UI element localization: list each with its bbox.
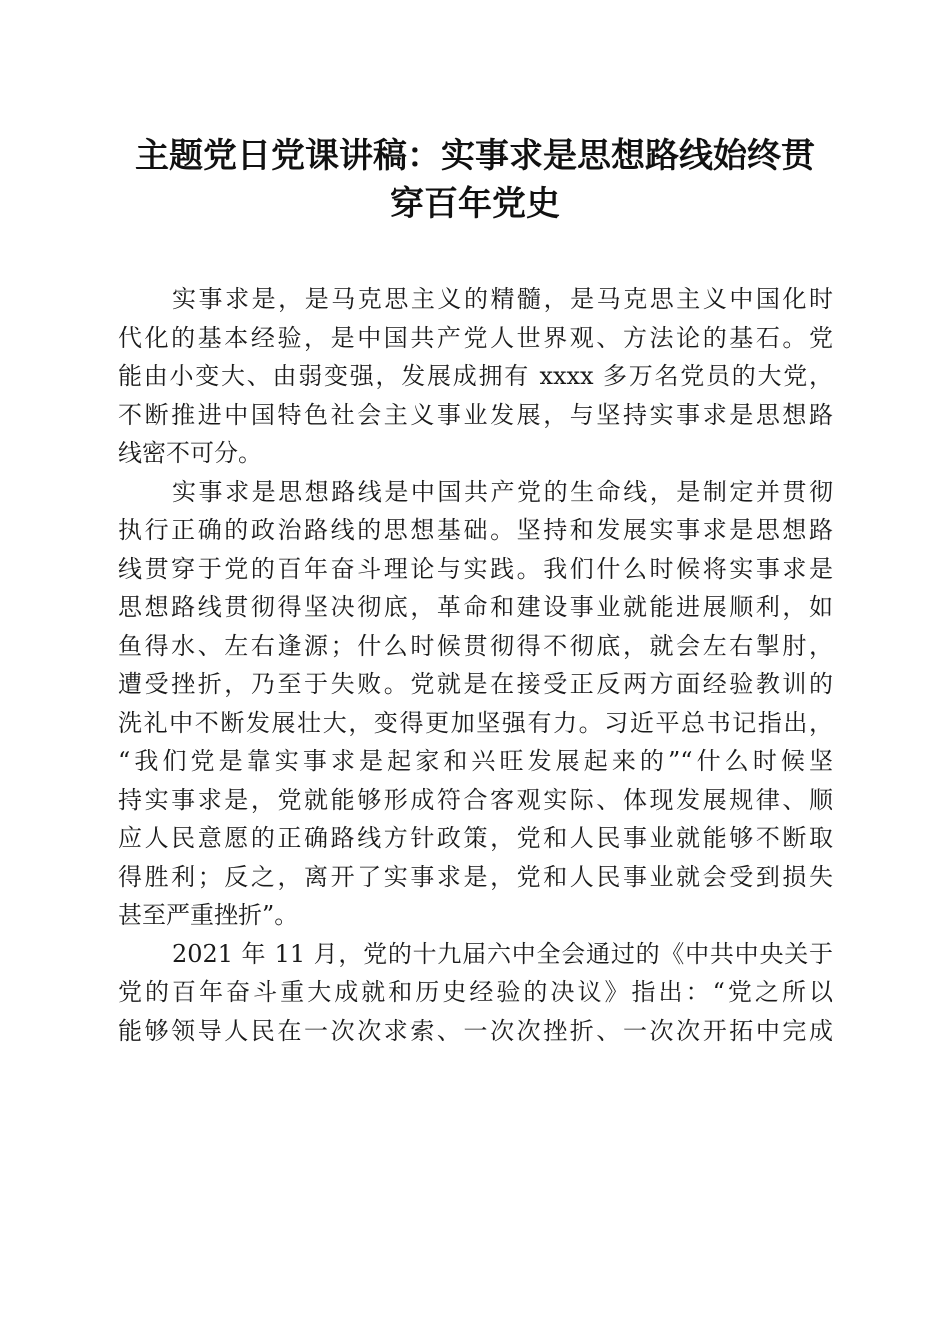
text-line: 思想路线贯彻得坚决彻底，革命和建设事业就能进展顺利，如 [118, 593, 833, 621]
text-line: 能由小变大、由弱变强，发展成拥有 xxxx 多万名党员的大党， [118, 362, 833, 390]
text-line: 鱼得水、左右逢源；什么时候贯彻得不彻底，就会左右掣肘， [118, 631, 833, 660]
text-line: 能够领导人民在一次次求索、一次次挫折、一次次开拓中完成 [118, 1016, 833, 1045]
paragraph-1 [118, 280, 833, 473]
text-line: 持实事求是，党就能够形成符合客观实际、体现发展规律、顺 [118, 785, 833, 814]
text-line: 党的百年奋斗重大成就和历史经验的决议》指出：“党之所以 [118, 978, 833, 1006]
text-line: 执行正确的政治路线的思想基础。坚持和发展实事求是思想路 [118, 516, 833, 544]
text-line: 代化的基本经验，是中国共产党人世界观、方法论的基石。党 [118, 323, 833, 352]
paragraph-3 [118, 935, 833, 1051]
paragraph-2 [118, 473, 833, 935]
text-line: 得胜利；反之，离开了实事求是，党和人民事业就会受到损失 [118, 862, 833, 891]
text-line: 遭受挫折，乃至于失败。党就是在接受正反两方面经验教训的 [118, 670, 833, 698]
text-line: 甚至严重挫折”。 [118, 901, 299, 929]
text-line: “我们党是靠实事求是起家和兴旺发展起来的”“什么时候坚 [118, 747, 833, 775]
text-line: 实事求是，是马克思主义的精髓，是马克思主义中国化时 [172, 285, 833, 313]
text-line: 应人民意愿的正确路线方针政策，党和人民事业就能够不断取 [118, 824, 833, 852]
text-line: 2021 年 11 月，党的十九届六中全会通过的《中共中央关于 [172, 939, 833, 968]
document-title [110, 132, 840, 228]
text-line: 不断推进中国特色社会主义事业发展，与坚持实事求是思想路 [118, 400, 833, 429]
title-line: 穿百年党史 [390, 184, 560, 224]
text-line: 洗礼中不断发展壮大，变得更加坚强有力。习近平总书记指出， [118, 708, 833, 737]
text-line: 线密不可分。 [118, 439, 262, 467]
document-body [118, 280, 833, 1050]
text-line: 实事求是思想路线是中国共产党的生命线，是制定并贯彻 [172, 477, 833, 506]
text-line: 线贯穿于党的百年奋斗理论与实践。我们什么时候将实事求是 [118, 554, 833, 583]
title-line: 主题党日党课讲稿：实事求是思想路线始终贯 [135, 136, 815, 176]
